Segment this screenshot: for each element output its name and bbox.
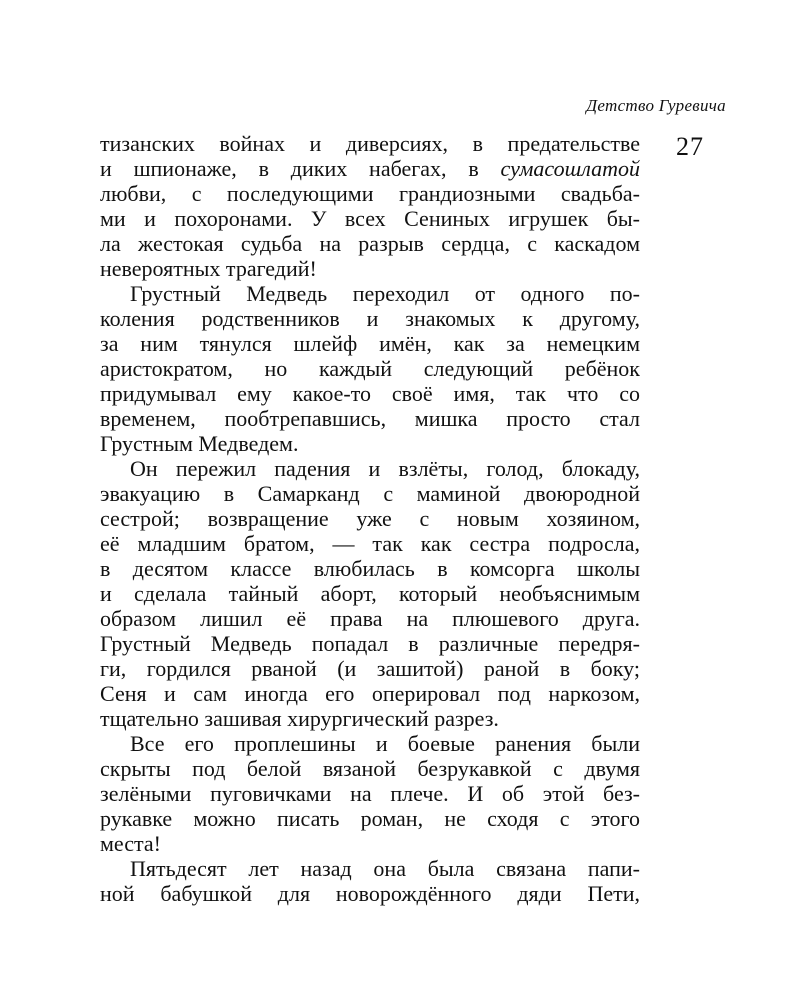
text-line: ной бабушкой для новорождённого дяди Пети, — [100, 881, 640, 906]
paragraph-first-line: Он пережил падения и взлёты, голод, блокаду, — [130, 456, 640, 481]
text-line: Грустный Медведь попадал в различные передря- — [100, 631, 640, 656]
emphasized-word: сумасошлатой — [500, 156, 640, 181]
text-line — [100, 156, 640, 181]
page-number: 27 — [676, 132, 704, 161]
text-line: эвакуацию в Самарканд с маминой двоюродной — [100, 481, 640, 506]
text-line: рукавке можно писать роман, не сходя с этого — [100, 806, 640, 831]
paragraph-end-line: тщательно зашивая хирургический разрез. — [100, 706, 499, 731]
text-line: её младшим братом, — так как сестра подросла, — [100, 531, 640, 556]
paragraph-end-line: места! — [100, 831, 161, 856]
text-line: за ним тянулся шлейф имён, как за немецким — [100, 331, 640, 356]
text-line: временем, пообтрепавшись, мишка просто стал — [100, 406, 640, 431]
text-line: в десятом классе влюбилась в комсорга школы — [100, 556, 640, 581]
paragraph-first-line: Пятьдесят лет назад она была связана папи- — [130, 856, 640, 881]
text-line: сестрой; возвращение уже с новым хозяином, — [100, 506, 640, 531]
paragraph-end-line: Грустным Медведем. — [100, 431, 299, 456]
text-line: аристократом, но каждый следующий ребёнок — [100, 356, 640, 381]
text-line: скрыты под белой вязаной безрукавкой с двумя — [100, 756, 640, 781]
paragraph-first-line: Грустный Медведь переходил от одного по- — [130, 281, 640, 306]
text-line: образом лишил её права на плюшевого друга. — [100, 606, 640, 631]
text-line: зелёными пуговичками на плече. И об этой без- — [100, 781, 640, 806]
text-segment: и шпионаже, в диких набегах, в — [100, 156, 501, 181]
running-title: Детство Гуревича — [586, 96, 726, 115]
body-text — [100, 131, 640, 906]
paragraph-end-line: невероятных трагедий! — [100, 256, 317, 281]
text-line: любви, с последующими грандиозными свадьба- — [100, 181, 640, 206]
text-line: и сделала тайный аборт, который необъяснимым — [100, 581, 640, 606]
text-line: ла жестокая судьба на разрыв сердца, с каскадом — [100, 231, 640, 256]
text-line: ми и похоронами. У всех Сениных игрушек бы- — [100, 206, 640, 231]
text-line: Сеня и сам иногда его оперировал под наркозом, — [100, 681, 640, 706]
text-line: придумывал ему какое-то своё имя, так что со — [100, 381, 640, 406]
text-line: коления родственников и знакомых к другому, — [100, 306, 640, 331]
text-line: тизанских войнах и диверсиях, в предательстве — [100, 131, 640, 156]
paragraph-first-line: Все его проплешины и боевые ранения были — [130, 731, 640, 756]
text-line: ги, гордился рваной (и зашитой) раной в боку; — [100, 656, 640, 681]
